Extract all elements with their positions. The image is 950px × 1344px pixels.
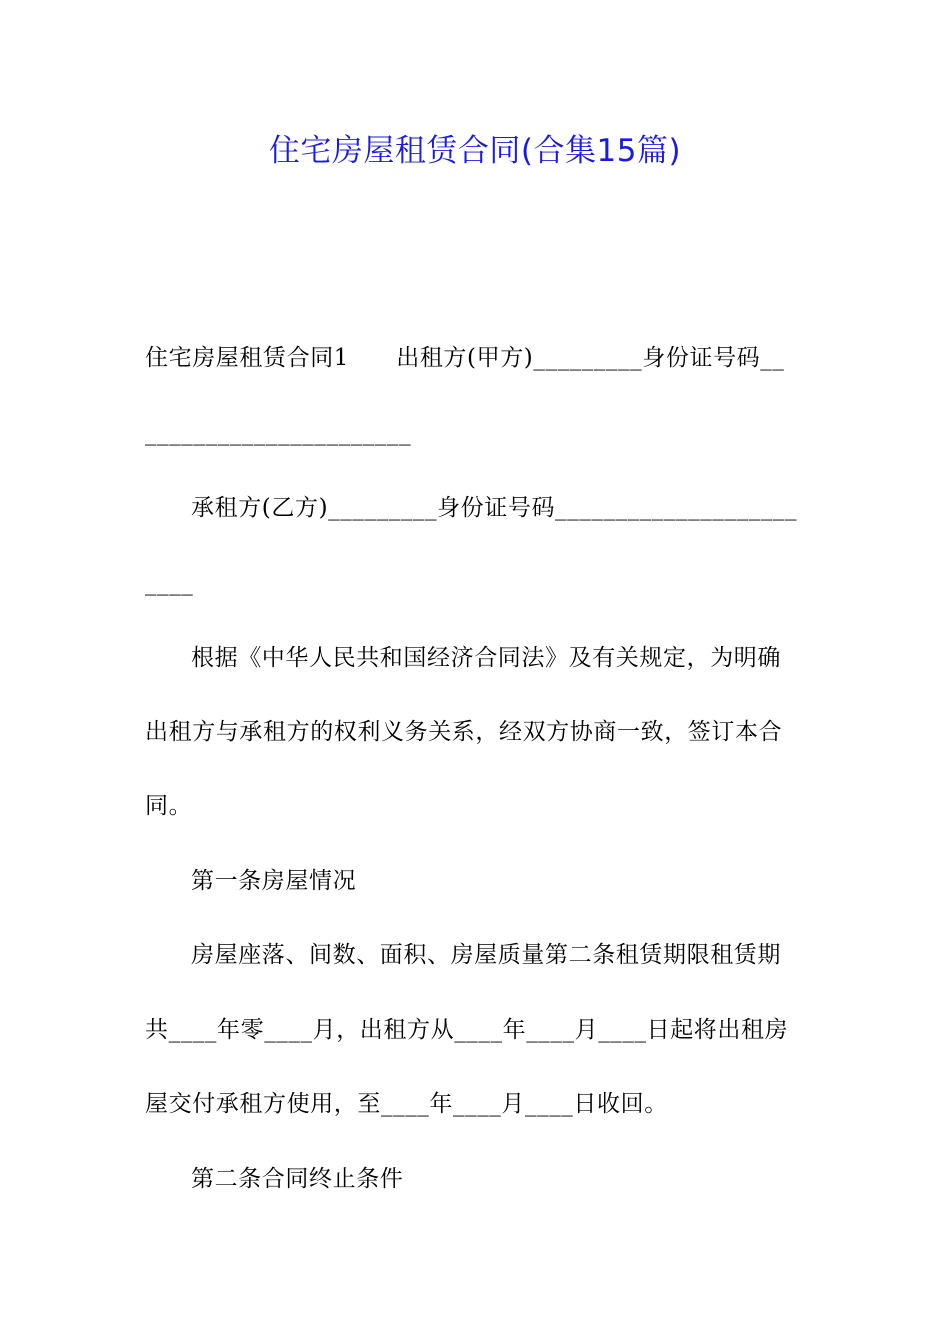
- lessee-id-continuation-line: ____: [145, 570, 194, 596]
- paragraph-line: 同。: [145, 793, 193, 819]
- section-heading-article-1: 第一条房屋情况: [191, 868, 357, 894]
- document-title: 住宅房屋租赁合同(合集15篇): [268, 133, 682, 169]
- paragraph-line: 根据《中华人民共和国经济合同法》及有关规定，为明确: [191, 645, 781, 671]
- paragraph-line: 房屋座落、间数、面积、房屋质量第二条租赁期限租赁期: [191, 942, 781, 968]
- paragraph-line: 屋交付承租方使用，至____年____月____日收回。: [145, 1091, 668, 1117]
- paragraph-line: 共____年零____月，出租方从____年____月____日起将出租房: [145, 1017, 789, 1043]
- lessee-line: 承租方(乙方)_________身份证号码____________________: [191, 495, 798, 521]
- paragraph-line: 出租方与承租方的权利义务关系，经双方协商一致，签订本合: [145, 719, 783, 745]
- id-number-continuation-line: ______________________: [145, 420, 412, 446]
- contract-header-line: 住宅房屋租赁合同1 出租方(甲方)_________身份证号码__: [145, 345, 785, 371]
- section-heading-article-2: 第二条合同终止条件: [191, 1166, 404, 1192]
